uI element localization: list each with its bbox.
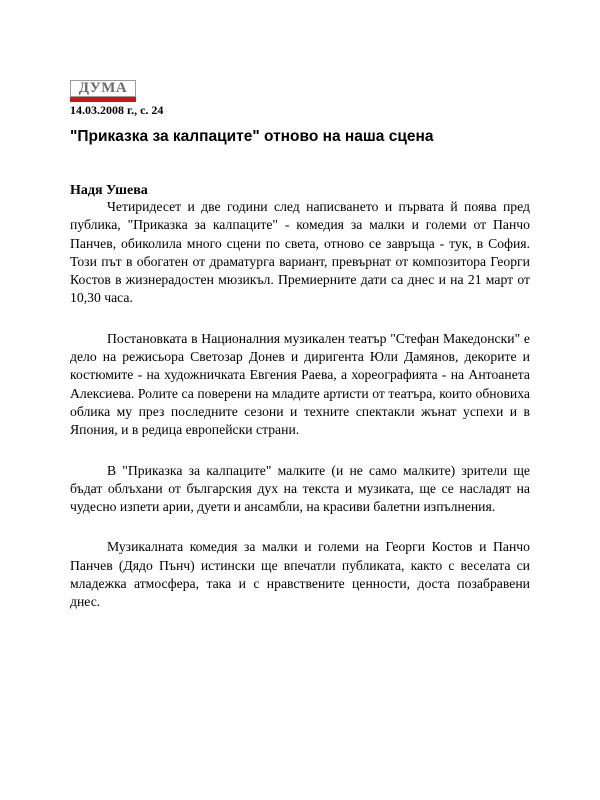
- article-paragraph: Четиридесет и две години след написването и първата й поява пред публика, "Приказка за калпаците" - комедия за малки и големи от Панчо Панчев, обиколила много сцени по света, отново се завръща - тук, в София. Този път в обогатен от драматурга вариант, превърнат от композитора Георги Костов в жизнерадостен мюзикъл. Премиерните дати са днес и на 21 март от 10,30 часа.: [70, 199, 530, 306]
- article-paragraph: Музикалната комедия за малки и големи на Георги Костов и Панчо Панчев (Дядо Пънч) истински ще впечатли публиката, както с веселата си младежка атмосфера, така и с нравствените ценности, доста позабравени днес.: [70, 539, 530, 610]
- article-paragraph: Постановката в Националния музикален театър "Стефан Македонски" е дело на режисьора Светозар Донев и диригента Юли Дамянов, декорите и костюмите - на художничката Евгения Раева, а хореографията - на Антоанета Алексиева. Ролите са поверени на младите артисти от театъра, които обновиха облика му през последните сезони и техните спектакли жънат успехи и в Япония, и в редица европейски страни.: [70, 330, 530, 438]
- newspaper-logo: [70, 80, 136, 104]
- logo-wordmark: ДУМА: [70, 80, 136, 97]
- article-author: Надя Ушева: [70, 183, 148, 198]
- article-paragraph: В "Приказка за калпаците" малките (и не само малките) зрители ще бъдат облъхани от българския дух на текста и музиката, ще се насладят на чудесно изпети арии, дуети и ансамбли, на красиви балетни изпълнения.: [70, 462, 530, 515]
- article-body: [70, 198, 530, 634]
- logo-red-bar: [70, 97, 136, 102]
- publication-date-page: 14.03.2008 г., с. 24: [70, 103, 164, 117]
- article-title: "Приказка за калпаците" отново на наша сцена: [70, 128, 434, 145]
